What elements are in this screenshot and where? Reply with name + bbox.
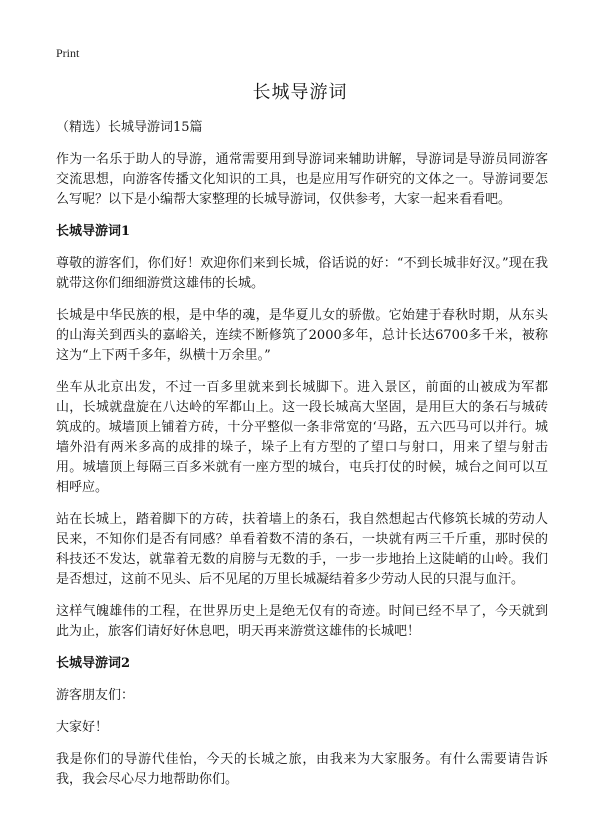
paragraph: 游客朋友们： bbox=[56, 688, 135, 703]
section-heading: 长城导游词2 bbox=[56, 656, 131, 671]
intro-paragraph: 作为一名乐于助人的导游，通常需要用到导游词来辅助讲解，导游词是导游员同游客交流思想，向游客传播文化知识的工具，也是应用写作研究的文体之一。导游词要怎么写呢？以下是小编帮大家整理的长城导游词，仅供参考，大家一起来看看吧。 bbox=[56, 152, 548, 207]
paragraph: 这样气魄雄伟的工程，在世界历史上是绝无仅有的奇迹。时间已经不早了，今天就到此为止，旅客们请好好休息吧，明天再来游赏这雄伟的长城吧！ bbox=[56, 604, 548, 639]
section-heading: 长城导游词1 bbox=[56, 224, 131, 239]
paragraph: 长城是中华民族的根，是中华的魂，是华夏儿女的骄傲。它始建于春秋时期，从东头的山海关到西头的嘉峪关，连续不断修筑了2000多年，总计长达6700多千米，被称这为“上下两千多年，纵横十万余里。” bbox=[56, 308, 548, 363]
paragraph: 尊敬的游客们，你们好！欢迎你们来到长城，俗话说的好：“不到长城非好汉。”现在我就带这你们细细游赏这雄伟的长城。 bbox=[56, 256, 548, 291]
paragraph: 我是你们的导游代佳怡，今天的长城之旅，由我来为大家服务。有什么需要请告诉我，我会尽心尽力地帮助你们。 bbox=[56, 752, 548, 787]
article-body bbox=[56, 118, 548, 802]
page-title: 长城导游词 bbox=[252, 82, 348, 103]
paragraph: 大家好！ bbox=[56, 720, 109, 735]
article-subtitle: （精选）长城导游词15篇 bbox=[56, 120, 203, 135]
paragraph: 站在长城上，踏着脚下的方砖，扶着墙上的条石，我自然想起古代修筑长城的劳动人民来，不知你们是否有同感？单看着数不清的条石，一块就有两三千斤重，那时侯的科技还不发达，就靠着无数的肩膀与无数的手，一步一步地抬上这陡峭的山岭。我们是否想过，这前不见头、后不见尾的万里长城凝结着多少劳动人民的只混与血汗。 bbox=[56, 512, 548, 587]
paragraph: 坐车从北京出发，不过一百多里就来到长城脚下。进入景区，前面的山被成为军都山，长城就盘旋在八达岭的军都山上。这一段长城高大坚固，是用巨大的条石与城砖筑成的。城墙顶上铺着方砖，十分平整似一条非常宽的‘马路，五六匹马可以并行。城墙外沿有两米多高的成排的垛子，垛子上有方型的了望口与射口，用来了望与射击用。城墙顶上每隔三百多米就有一座方型的城台，屯兵打仗的时候，城台之间可以互相呼应。 bbox=[56, 380, 548, 495]
print-link[interactable]: Print bbox=[56, 46, 80, 60]
